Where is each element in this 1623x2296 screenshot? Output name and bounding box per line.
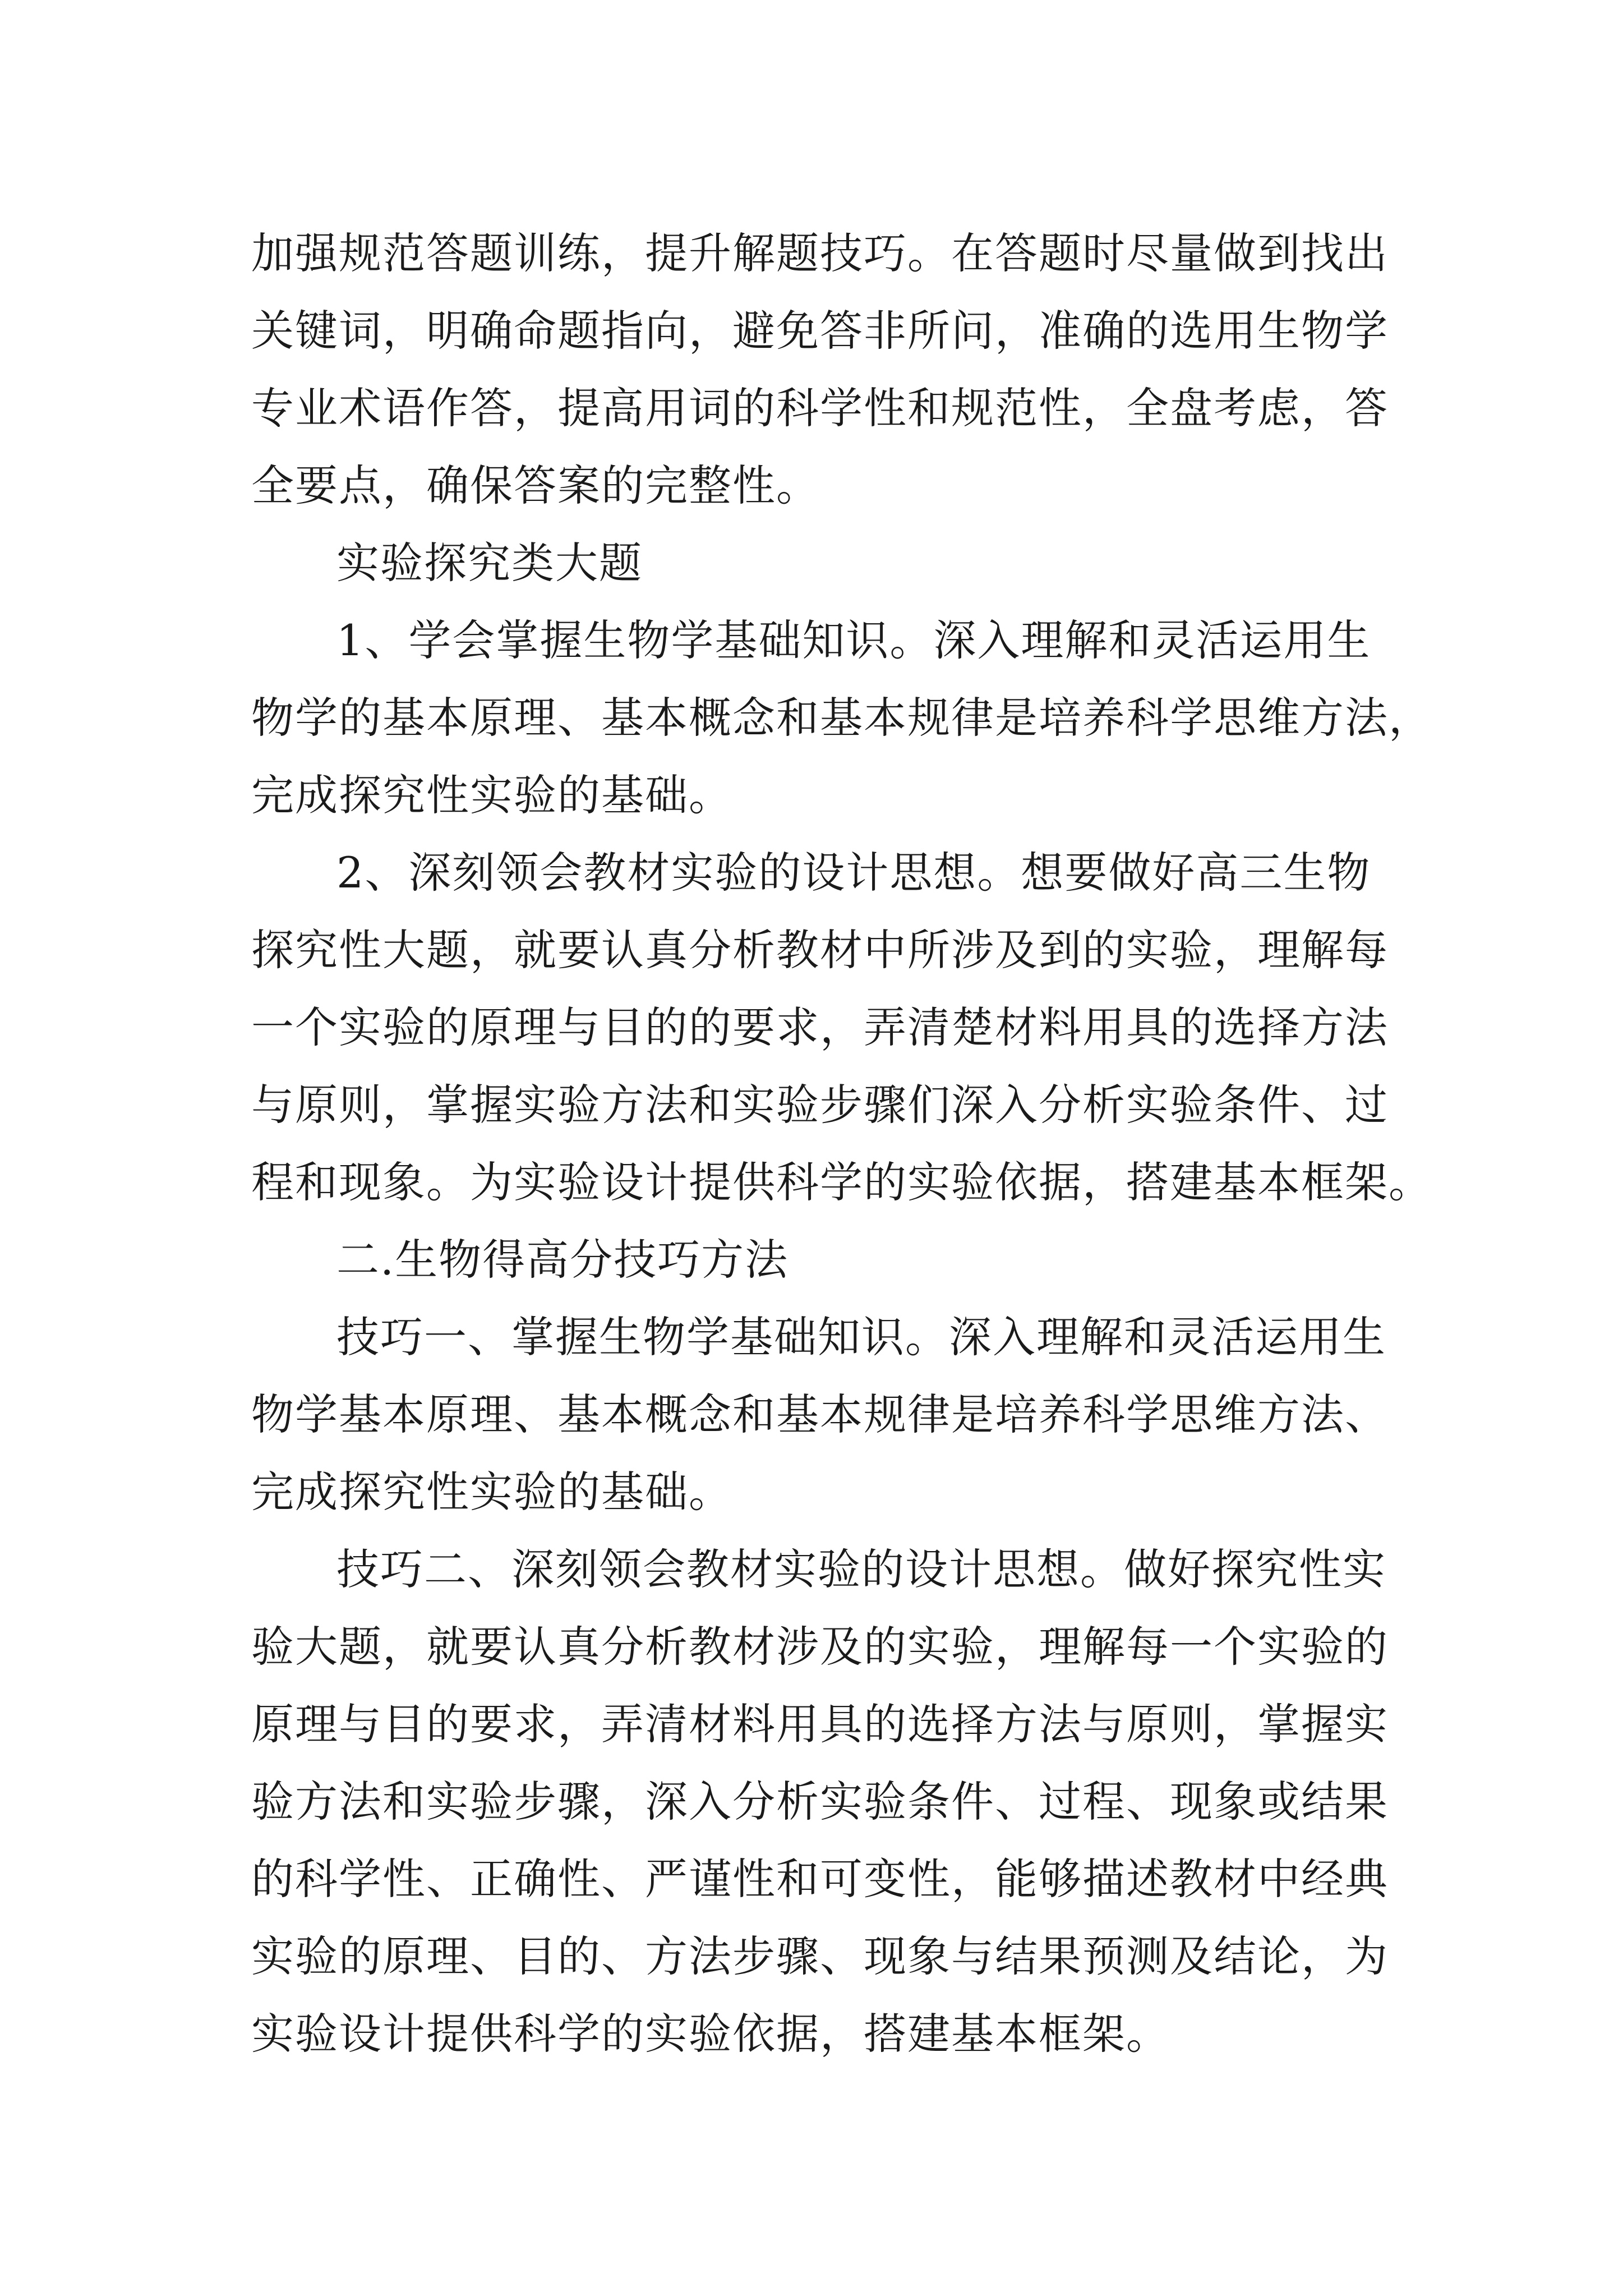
text-line-11: 一个实验的原理与目的的要求，弄清楚材料用具的选择方法 xyxy=(251,1002,1389,1052)
text-line-2: 关键词，明确命题指向，避免答非所问，准确的选用生物学 xyxy=(251,306,1389,356)
text-line-7: 物学的基本原理、基本概念和基本规律是培养科学思维方法， xyxy=(251,693,1432,743)
text-line-9: 2、深刻领会教材实验的设计思想。想要做好高三生物 xyxy=(336,848,1371,898)
text-line-17: 完成探究性实验的基础。 xyxy=(251,1467,732,1517)
text-line-1: 加强规范答题训练，提升解题技巧。在答题时尽量做到找出 xyxy=(251,228,1389,278)
text-line-21: 验方法和实验步骤，深入分析实验条件、过程、现象或结果 xyxy=(251,1777,1389,1826)
text-line-13: 程和现象。为实验设计提供科学的实验依据，搭建基本框架。 xyxy=(251,1157,1432,1207)
text-line-20: 原理与目的要求，弄清材料用具的选择方法与原则，掌握实 xyxy=(251,1699,1389,1749)
text-line-24: 实验设计提供科学的实验依据，搭建基本框架。 xyxy=(251,2009,1170,2059)
text-line-3: 专业术语作答，提高用词的科学性和规范性，全盘考虑，答 xyxy=(251,383,1389,433)
text-line-6: 1、学会掌握生物学基础知识。深入理解和灵活运用生 xyxy=(336,615,1371,665)
section-heading-tips: 二.生物得高分技巧方法 xyxy=(336,1235,789,1285)
text-line-12: 与原则，掌握实验方法和实验步骤们深入分析实验条件、过 xyxy=(251,1080,1389,1130)
text-line-8: 完成探究性实验的基础。 xyxy=(251,770,732,820)
text-line-23: 实验的原理、目的、方法步骤、现象与结果预测及结论，为 xyxy=(251,1931,1389,1981)
text-line-15: 技巧一、掌握生物学基础知识。深入理解和灵活运用生 xyxy=(336,1312,1386,1362)
text-line-19: 验大题，就要认真分析教材涉及的实验，理解每一个实验的 xyxy=(251,1622,1389,1672)
text-line-4: 全要点，确保答案的完整性。 xyxy=(251,461,820,510)
text-line-22: 的科学性、正确性、严谨性和可变性，能够描述教材中经典 xyxy=(251,1854,1389,1904)
section-heading-experiment: 实验探究类大题 xyxy=(336,538,643,588)
text-line-18: 技巧二、深刻领会教材实验的设计思想。做好探究性实 xyxy=(336,1544,1386,1594)
text-line-10: 探究性大题，就要认真分析教材中所涉及到的实验，理解每 xyxy=(251,925,1389,975)
text-line-16: 物学基本原理、基本概念和基本规律是培养科学思维方法、 xyxy=(251,1389,1389,1439)
